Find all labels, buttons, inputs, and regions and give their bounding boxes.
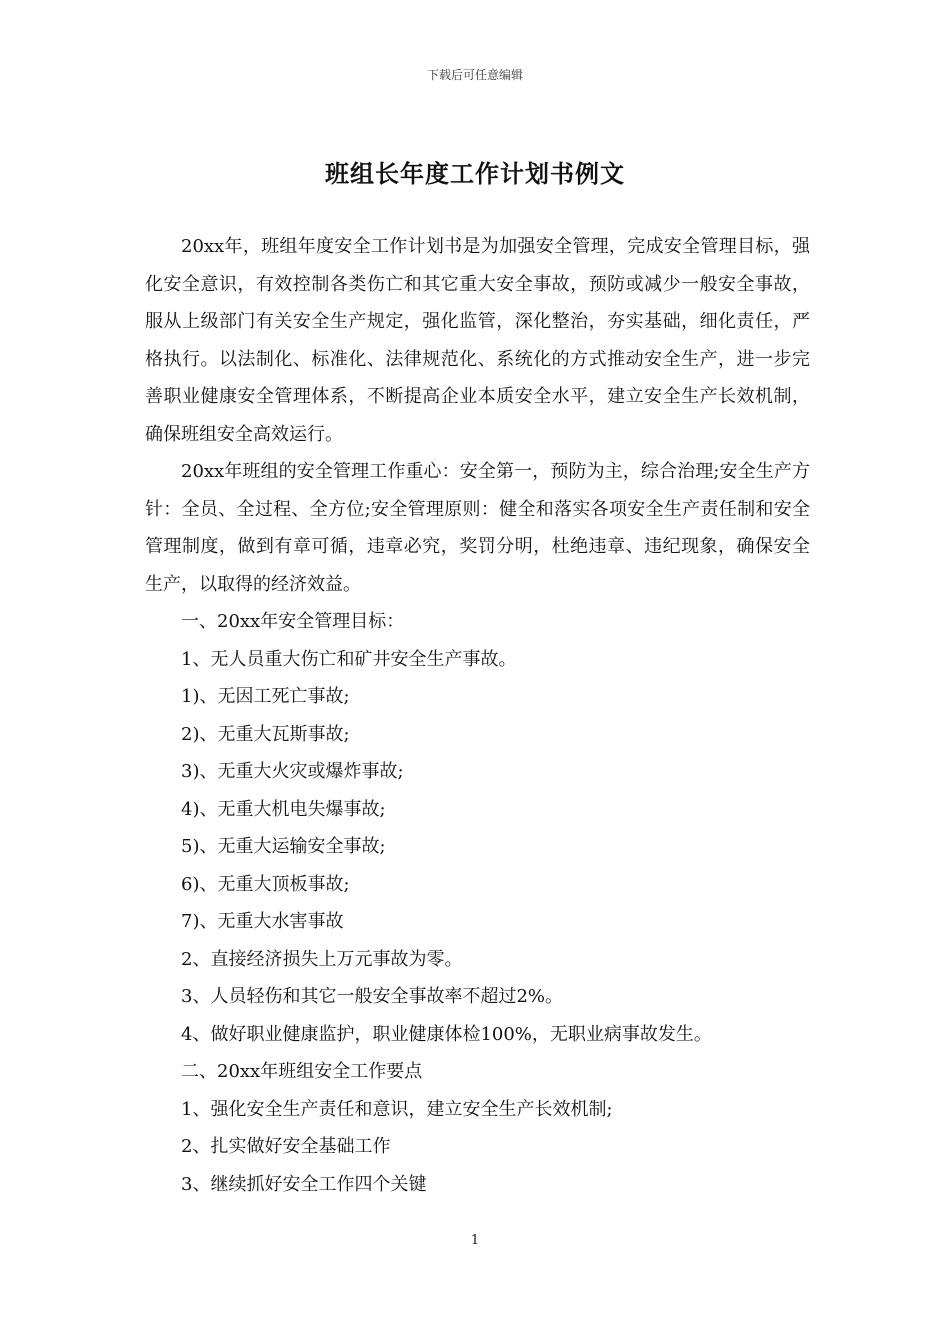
list-item: 1)、无因工死亡事故; [181,686,350,707]
section-heading-goals: 一、20xx年安全管理目标： [181,611,405,632]
list-item: 4、做好职业健康监护，职业健康体检100%，无职业病事故发生。 [181,1023,712,1045]
list-item: 4)、无重大机电失爆事故; [181,798,386,820]
list-item: 2、扎实做好安全基础工作 [181,1136,391,1157]
list-item: 3、继续抓好安全工作四个关键 [181,1173,427,1195]
list-item: 2)、无重大瓦斯事故; [181,723,350,745]
list-item: 1、强化安全生产责任和意识，建立安全生产长效机制; [181,1098,613,1120]
list-item: 5)、无重大运输安全事故; [181,836,386,857]
list-item: 6)、无重大顶板事故; [181,873,350,895]
intro-paragraph: 20xx年，班组年度安全工作计划书是为加强安全管理，完成安全管理目标，强化安全意识，有效控制各类伤亡和其它重大安全事故，预防或减少一般安全事故，服从上级部门有关安全生产规定，强化监管，深化整治，夯实基础，细化责任，严格执行。以法制化、标准化、法律规范化、系统化的方式推动安全生产，进一步完善职业健康安全管理体系，不断提高企业本质安全水平，建立安全生产长效机制，确保班组安全高效运行。 [145,236,810,445]
list-item: 1、无人员重大伤亡和矿井安全生产事故。 [181,648,517,670]
page-number: 1 [470,1233,480,1248]
list-item: 3、人员轻伤和其它一般安全事故率不超过2%。 [181,986,564,1007]
focus-paragraph: 20xx年班组的安全管理工作重心：安全第一，预防为主，综合治理;安全生产方针：全员、全过程、全方位;安全管理原则：健全和落实各项安全生产责任制和安全管理制度，做到有章可循，违章必究，奖罚分明，杜绝违章、违纪现象，确保安全生产，以取得的经济效益。 [145,461,810,595]
list-item: 2、直接经济损失上万元事故为零。 [181,948,463,970]
list-item: 3)、无重大火灾或爆炸事故; [181,761,404,782]
list-item: 7)、无重大水害事故 [181,911,344,932]
section-heading-key-points: 二、20xx年班组安全工作要点 [181,1061,423,1082]
document-title: 班组长年度工作计划书例文 [325,160,625,188]
document-body [145,228,810,1203]
header-note: 下载后可任意编辑 [426,68,523,82]
